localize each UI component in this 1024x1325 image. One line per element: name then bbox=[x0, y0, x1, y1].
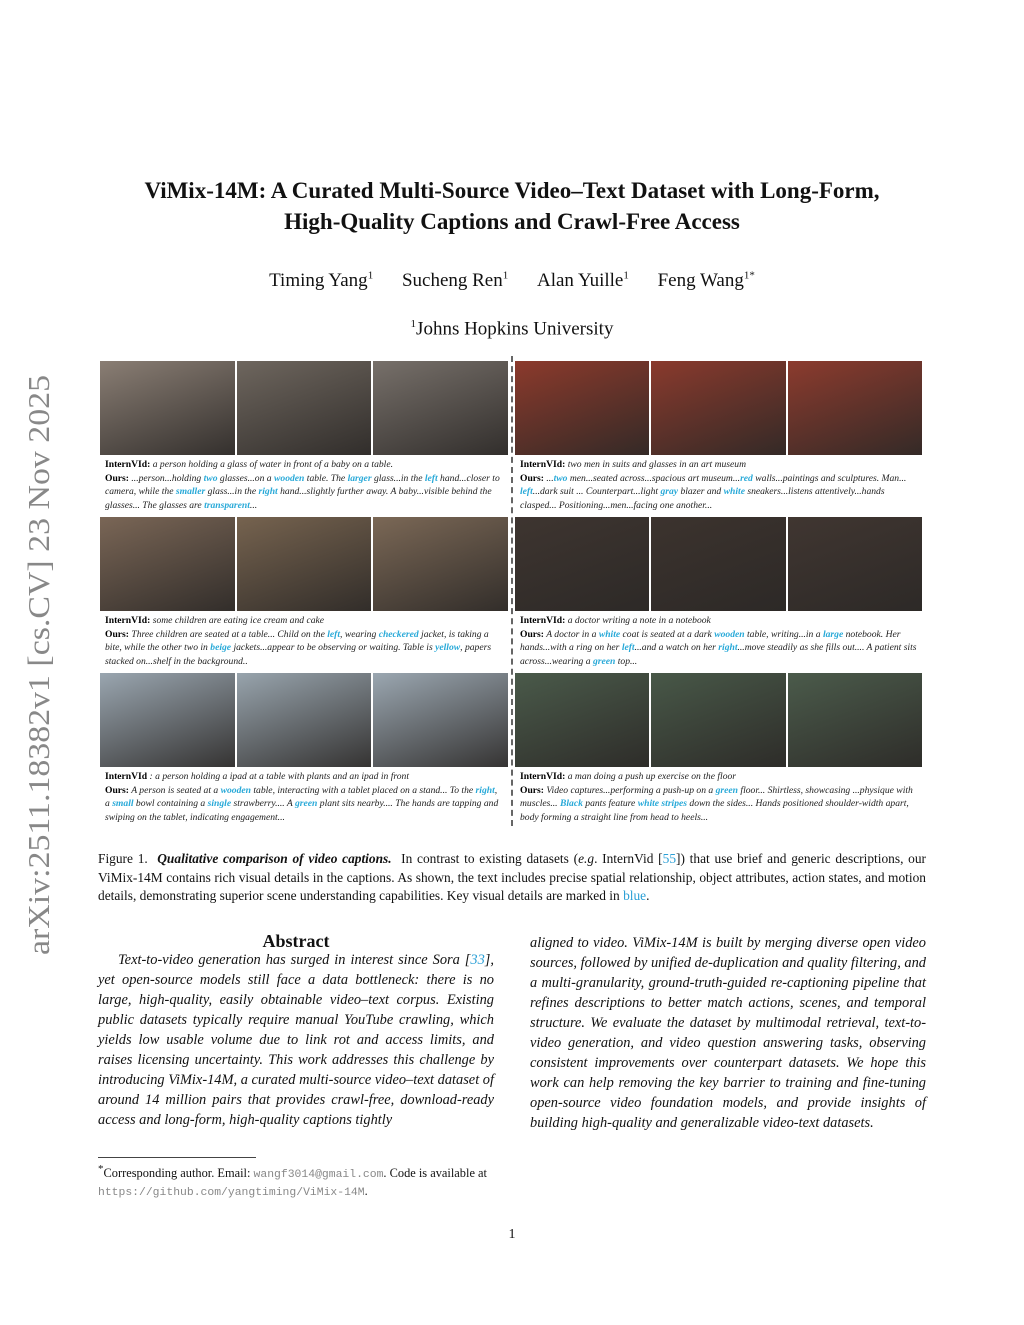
internvid-caption: a doctor writing a note in a notebook bbox=[567, 615, 711, 626]
panel-caption bbox=[515, 455, 922, 512]
figure-panel bbox=[100, 517, 508, 668]
video-frame bbox=[100, 673, 235, 767]
ours-caption-text: plant sits nearby.... The hands are tapping and swiping on the tablet, indicating engagement... bbox=[105, 798, 499, 823]
abstract-text: ], yet open-source models still face a data bottleneck: there is no large, high-quality, easily obtainable video–text corpus. Existing public datasets typically require manual YouTube crawling, which yields low usable volume due to link rot and access limits, and raises licensing uncertainty. This work addresses this challenge by introducing ViMix-14M, a curated multi-source video–text dataset of around 14 million pairs that provides crawl-free, download-ready access and long-form, high-quality captions tightly bbox=[98, 952, 494, 1128]
highlight-keyword: yellow bbox=[435, 642, 461, 654]
caption-text: In contrast to existing datasets ( bbox=[401, 851, 579, 866]
internvid-caption: a person holding a glass of water in front of a baby on a table. bbox=[152, 459, 394, 470]
ours-label: Ours: bbox=[105, 784, 129, 796]
affiliation-mark: 1 bbox=[410, 318, 417, 330]
caption-eg: e.g bbox=[578, 851, 595, 866]
ours-caption-text: bowl containing a bbox=[133, 798, 208, 810]
figure-caption bbox=[98, 850, 926, 906]
video-frame bbox=[651, 361, 785, 455]
ours-caption-text: Three children are seated at a table... Child on the bbox=[131, 628, 328, 640]
highlight-keyword: two bbox=[553, 472, 568, 484]
highlight-keyword: large bbox=[822, 628, 844, 640]
figure-panel bbox=[100, 361, 508, 512]
ours-caption-text: walls...paintings and sculptures. Man... bbox=[752, 472, 907, 484]
internvid-caption: : a person holding a ipad at a table with plants and an ipad in front bbox=[149, 771, 410, 782]
abstract-heading: Abstract bbox=[262, 931, 330, 951]
caption-text: ]) that use brief and generic descriptions, our ViMix-14M contains rich visual details in the captions. As shown, the text includes precise spatial relationship, object attributes, action states, and motion details, demonstrating superior scene understanding capabilities. Key visual details are marked in bbox=[98, 851, 927, 903]
ours-caption-text: glass...in the bbox=[371, 472, 425, 484]
ours-caption-text: strawberry.... A bbox=[231, 798, 295, 810]
video-frame bbox=[515, 361, 649, 455]
code-url-link[interactable]: https://github.com/yangtiming/ViMix-14M bbox=[98, 1187, 365, 1200]
abstract-right-column: aligned to video. ViMix-14M is built by merging diverse open video sources, followed by unified de-duplication and quality filtering, and a multi-granularity, ground-truth-guided re-captioning pipeline that refines descriptions to better match actions, scenes, and temporal structure. We evaluate the dataset by multimodal retrieval, text-to-video generation, and video question answering tasks, observing consistent improvements over counterpart datasets. We hope this work can help removing the key barrier to training and fine-tuning open-source video foundation models, and provide insights of building high-quality and generalizable video-text datasets. bbox=[530, 935, 926, 1131]
footnote bbox=[98, 1161, 494, 1201]
ours-label: Ours: bbox=[520, 628, 544, 640]
abstract-text: Text-to-video generation has surged in interest since Sora [ bbox=[118, 952, 471, 968]
page-number: 1 bbox=[508, 1227, 516, 1242]
internvid-label: InternVId: bbox=[520, 615, 566, 626]
highlight-keyword: left bbox=[424, 472, 438, 484]
video-frames bbox=[100, 673, 508, 767]
ours-caption-text: table. The bbox=[304, 472, 348, 484]
highlight-keyword: single bbox=[207, 798, 232, 810]
internvid-caption: two men in suits and glasses in an art museum bbox=[567, 459, 747, 470]
footnote-text: . bbox=[364, 1184, 368, 1199]
ours-caption-text: ... bbox=[249, 499, 258, 511]
ours-caption-text: hand...closer to camera, while the bbox=[105, 472, 500, 498]
video-frames bbox=[515, 361, 922, 455]
highlight-keyword: right bbox=[475, 784, 495, 796]
highlight-keyword: beige bbox=[210, 642, 232, 654]
video-frame bbox=[373, 673, 508, 767]
ours-caption-text: Video captures...performing a push-up on a bbox=[546, 784, 716, 796]
author-list bbox=[60, 270, 964, 292]
citation-link[interactable]: 55 bbox=[662, 851, 677, 866]
video-frame bbox=[651, 673, 785, 767]
author-name: Alan Yuille bbox=[536, 270, 624, 292]
internvid-label: InternVId: bbox=[105, 459, 151, 470]
footnote-mark: * bbox=[98, 1163, 104, 1175]
ours-label: Ours: bbox=[105, 472, 129, 484]
video-frame bbox=[373, 517, 508, 611]
title-line-1: ViMix-14M: A Curated Multi-Source Video–Text Dataset with Long-Form, bbox=[144, 178, 880, 203]
video-frame bbox=[515, 517, 649, 611]
internvid-label: InternVId: bbox=[520, 771, 566, 782]
ours-caption-text: hand...slightly further away. A baby...visible behind the glasses... The glasses are bbox=[105, 486, 492, 511]
author bbox=[658, 270, 755, 291]
highlight-keyword: left bbox=[327, 628, 341, 640]
highlight-keyword: red bbox=[740, 472, 753, 484]
figure-title: Qualitative comparison of video captions. bbox=[157, 851, 392, 866]
citation-link[interactable]: 33 bbox=[470, 952, 485, 968]
caption-text: . InternVid [ bbox=[594, 851, 663, 866]
ours-label: Ours: bbox=[105, 628, 129, 640]
title-line-2: High-Quality Captions and Crawl-Free Access bbox=[284, 209, 740, 234]
abstract-left-column bbox=[98, 950, 494, 1130]
ours-caption-text: top... bbox=[615, 655, 638, 667]
video-frame bbox=[373, 361, 508, 455]
figure-panel bbox=[515, 361, 922, 512]
ours-caption-text: table, interacting with a tablet placed on a stand... To the bbox=[250, 784, 476, 796]
internvid-caption: some children are eating ice cream and cake bbox=[152, 615, 325, 626]
highlight-keyword: green bbox=[715, 784, 738, 796]
figure-panel bbox=[100, 673, 508, 824]
video-frame bbox=[100, 361, 235, 455]
caption-text: . bbox=[646, 888, 650, 903]
ours-label: Ours: bbox=[520, 472, 544, 484]
panel-caption bbox=[100, 455, 508, 512]
author-affil-mark: 1 bbox=[623, 270, 629, 282]
highlight-keyword: wooden bbox=[274, 472, 305, 484]
ours-caption-text: ...dark suit ... Counterpart...light bbox=[532, 486, 661, 498]
video-frame bbox=[100, 517, 235, 611]
video-frames bbox=[100, 517, 508, 611]
author bbox=[269, 270, 373, 291]
ours-caption-text: , wearing bbox=[340, 628, 379, 640]
video-frame bbox=[237, 673, 372, 767]
highlight-keyword: checkered bbox=[378, 628, 419, 640]
ours-caption-text: , papers stacked on...shelf in the background.. bbox=[105, 642, 492, 667]
panel-caption bbox=[100, 611, 508, 668]
ours-caption-text: ...move steadily as she fills out.... A patient sits across...wearing a bbox=[520, 642, 917, 667]
video-frame bbox=[237, 361, 372, 455]
ours-caption-text: ... bbox=[546, 472, 554, 484]
panel-caption bbox=[515, 767, 922, 824]
arxiv-stamp bbox=[8, 370, 60, 960]
ours-caption-text: pants feature bbox=[582, 798, 638, 810]
ours-caption-text: ...and a watch on her bbox=[634, 642, 719, 654]
ours-caption-text: jackets...appear to be observing or waiting. Table is bbox=[231, 642, 436, 654]
internvid-label: InternVId: bbox=[105, 615, 151, 626]
author-name: Sucheng Ren bbox=[401, 270, 503, 292]
highlight-keyword: transparent bbox=[204, 499, 250, 511]
panel-caption bbox=[515, 611, 922, 668]
highlight-keyword: gray bbox=[660, 486, 679, 498]
ours-caption-text: A doctor in a bbox=[546, 628, 599, 640]
ours-caption-text: glasses...on a bbox=[217, 472, 274, 484]
highlight-keyword: right bbox=[718, 642, 738, 654]
video-frame bbox=[237, 517, 372, 611]
panel-caption bbox=[100, 767, 508, 824]
author-affil-mark: 1* bbox=[743, 270, 755, 282]
internvid-caption: a man doing a push up exercise on the floor bbox=[567, 771, 737, 782]
ours-caption-text: table, writing...in a bbox=[744, 628, 823, 640]
author bbox=[537, 270, 629, 291]
highlight-keyword: Black bbox=[559, 798, 583, 810]
highlight-keyword: right bbox=[258, 486, 278, 498]
video-frame bbox=[515, 673, 649, 767]
video-frames bbox=[515, 517, 922, 611]
video-frame bbox=[651, 517, 785, 611]
arxiv-id: arXiv:2511.18382v1 [cs.CV] 23 Nov 2025 bbox=[22, 432, 56, 955]
ours-label: Ours: bbox=[520, 784, 544, 796]
panel-divider bbox=[511, 356, 513, 826]
highlight-keyword: left bbox=[520, 486, 533, 498]
caption-blue-word: blue bbox=[623, 888, 647, 903]
highlight-keyword: green bbox=[592, 655, 616, 667]
video-frames bbox=[100, 361, 508, 455]
affiliation bbox=[60, 318, 964, 340]
highlight-keyword: left bbox=[621, 642, 635, 654]
author-name: Feng Wang bbox=[657, 270, 744, 292]
ours-caption-text: , a bbox=[105, 784, 498, 810]
video-frame bbox=[788, 361, 922, 455]
video-frame bbox=[788, 673, 922, 767]
paper-title bbox=[60, 175, 964, 237]
ours-caption-text: notebook. Her hands...with a ring on her bbox=[520, 628, 901, 654]
ours-caption-text: sneakers...listens attentively...hands clasped... Positioning...men...facing one another... bbox=[520, 486, 885, 511]
figure-panel bbox=[515, 673, 922, 824]
footnote-rule bbox=[98, 1157, 256, 1158]
video-frames bbox=[515, 673, 922, 767]
highlight-keyword: white bbox=[723, 486, 745, 498]
highlight-keyword: small bbox=[112, 798, 134, 810]
footnote-text: Corresponding author. Email: bbox=[103, 1166, 254, 1181]
footnote-text: . Code is available at bbox=[383, 1166, 487, 1181]
highlight-keyword: larger bbox=[347, 472, 372, 484]
affiliation-name: Johns Hopkins University bbox=[416, 318, 614, 340]
ours-caption-text: coat is seated at a dark bbox=[620, 628, 715, 640]
author-affil-mark: 1 bbox=[367, 270, 374, 282]
highlight-keyword: smaller bbox=[175, 486, 206, 498]
ours-caption-text: A person is seated at a bbox=[131, 784, 221, 796]
ours-caption-text: blazer and bbox=[678, 486, 724, 498]
email-link[interactable]: wangf3014@gmail.com bbox=[253, 1169, 384, 1182]
ours-caption-text: jacket, is taking a bite, while the other two in bbox=[105, 628, 489, 654]
highlight-keyword: wooden bbox=[220, 784, 251, 796]
ours-caption-text: glass...in the bbox=[205, 486, 259, 498]
highlight-keyword: white stripes bbox=[637, 798, 688, 810]
highlight-keyword: green bbox=[294, 798, 318, 810]
internvid-label: InternVId bbox=[105, 771, 148, 782]
figure-label: Figure 1. bbox=[98, 851, 148, 866]
ours-caption-text: floor... Shirtless, showcasing ...physique with muscles... bbox=[520, 784, 913, 810]
ours-caption-text: down the sides... Hands positioned shoulder-width apart, body forming a straight line from head to heels... bbox=[520, 798, 909, 823]
video-frame bbox=[788, 517, 922, 611]
author bbox=[402, 270, 508, 291]
highlight-keyword: wooden bbox=[714, 628, 745, 640]
author-name: Timing Yang bbox=[269, 270, 368, 292]
highlight-keyword: white bbox=[598, 628, 621, 640]
highlight-keyword: two bbox=[203, 472, 218, 484]
figure-panel bbox=[515, 517, 922, 668]
ours-caption-text: ...person...holding bbox=[131, 472, 204, 484]
author-affil-mark: 1 bbox=[502, 270, 509, 282]
ours-caption-text: men...seated across...spacious art museum... bbox=[567, 472, 741, 484]
internvid-label: InternVId: bbox=[520, 459, 566, 470]
